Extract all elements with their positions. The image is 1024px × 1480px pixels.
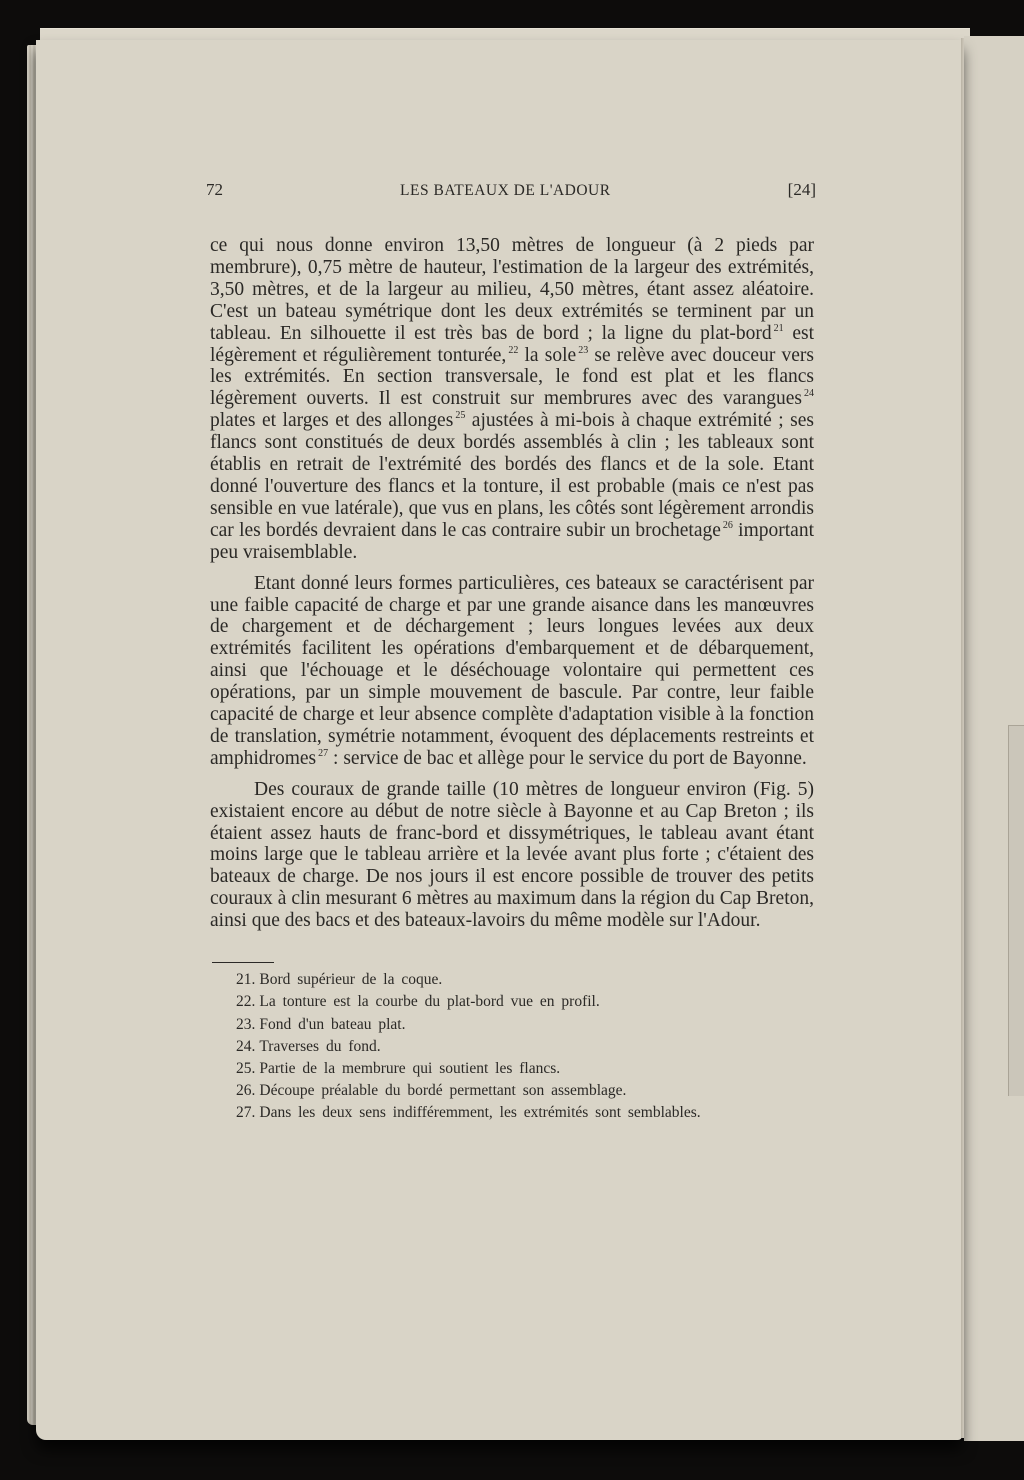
- footnote-reference: 24: [804, 388, 814, 400]
- footnote-number: 27.: [236, 1104, 256, 1122]
- paragraph-text: se relève avec douceur vers les extrémités. En section transversale, le fond est plat et les flancs légèrement ouverts. Il est construit sur membrures avec des varangues: [210, 344, 815, 410]
- footnote-reference: 27: [318, 747, 329, 759]
- footnote-item: [236, 1014, 814, 1036]
- footnote-reference: 22: [508, 344, 519, 356]
- footnote-item: [236, 1102, 814, 1124]
- paragraph: [210, 235, 814, 564]
- paragraph-text: Etant donné leurs formes particulières, ces bateaux se caractérisent par une faible capacité de charge et par une grande aisance dans les manœuvres de chargement et de déchargement ; leurs longues levées aux deux extrémités facilitent les opérations d'embarquement et de débarquement, ainsi que l'échouage et le déséchouage volontaire qui permettent ces opérations, par un simple mouvement de bascule. Par contre, leur faible capacité de charge et leur absence complète d'adaptation visible à la fonction de translation, symétrie notamment, évoquent des déplacements restreints et amphidromes: [210, 572, 814, 769]
- footnote-item: [236, 1036, 814, 1058]
- paragraph-text: Des couraux de grande taille (10 mètres de longueur environ (Fig. 5) existaient encore au début de notre siècle à Bayonne et au Cap Breton ; ils étaient assez hauts de franc-bord et dissymétriques, le tableau avant étant moins large que le tableau arrière et la levée avant plus forte ; c'étaient des bateaux de charge. De nos jours il est encore possible de trouver des petits couraux à clin mesurant 6 mètres au maximum dans la région du Cap Breton, ainsi que des bacs et des bateaux-lavoirs du même modèle sur l'Adour.: [210, 778, 814, 932]
- footnote-text: Partie de la membrure qui soutient les flancs.: [259, 1059, 561, 1077]
- footnote-reference: 25: [455, 410, 466, 422]
- paragraph: [210, 779, 814, 932]
- footnote-number: 25.: [236, 1059, 256, 1077]
- footnote-text: La tonture est la courbe du plat-bord vue en profil.: [259, 993, 600, 1011]
- paragraph-text: est légèrement et régulièrement tonturée,: [210, 322, 814, 366]
- body-text: [210, 235, 814, 932]
- footnote-separator: [212, 962, 274, 963]
- footnote-reference: 23: [578, 344, 589, 356]
- footnote-text: Fond d'un bateau plat.: [259, 1015, 406, 1033]
- gutter-fold: [961, 38, 964, 1438]
- footnote-number: 22.: [236, 993, 256, 1011]
- paragraph-text: : service de bac et allège pour le service du port de Bayonne.: [328, 747, 807, 769]
- footnote-item: [236, 1058, 814, 1080]
- footnote-reference: 21: [773, 322, 784, 334]
- footnote-item: [236, 969, 814, 991]
- paragraph-text: ce qui nous donne environ 13,50 mètres de longueur (à 2 pieds par membrure), 0,75 mètre de hauteur, l'estimation de la largeur des extrémités, 3,50 mètres, et de la largeur au milieu, 4,50 mètres, étant assez aléatoire. C'est un bateau symétrique dont les deux extrémités se terminent par un tableau. En silhouette il est très bas de bord ; la ligne du plat-bord: [210, 235, 814, 344]
- footnote-text: Découpe préalable du bordé permettant son assemblage.: [259, 1082, 627, 1100]
- paragraph-text: important peu vraisemblable.: [210, 519, 814, 563]
- footnote-number: 21.: [236, 971, 256, 989]
- footnote-reference: 26: [722, 519, 733, 531]
- running-head: [206, 180, 816, 201]
- footnote-number: 24.: [236, 1037, 256, 1055]
- facing-page-plate: [1008, 725, 1024, 1096]
- footnotes: [236, 969, 814, 1124]
- section-number: [24]: [787, 180, 816, 199]
- footnote-number: 26.: [236, 1082, 256, 1100]
- paragraph-text: ajustées à mi-bois à chaque extrémité ; ses flancs sont constitués de deux bordés assemblés à clin ; les tableaux sont établis en retrait de l'extrémité des bordés des flancs et de la sole. Etant donné l'ouverture des flancs et la tonture, il est probable (mais ce n'est pas sensible en vue latérale), que vus en plans, les côtés sont légèrement arrondis car les bordés devraient dans le cas contraire subir un brochetage: [210, 410, 815, 541]
- footnote-text: Traverses du fond.: [259, 1037, 381, 1055]
- footnote-item: [236, 1080, 814, 1102]
- paragraph-text: plates et larges et des allonges: [210, 410, 454, 432]
- footnote-item: [236, 991, 814, 1013]
- footnote-text: Bord supérieur de la coque.: [259, 971, 443, 989]
- footnote-number: 23.: [236, 1015, 256, 1033]
- page-content: [206, 180, 816, 1125]
- running-title: LES BATEAUX DE L'ADOUR: [400, 182, 611, 199]
- paragraph: [210, 573, 814, 770]
- paragraph-text: la sole: [518, 344, 577, 366]
- page-number: 72: [206, 180, 223, 199]
- footnote-text: Dans les deux sens indifféremment, les extrémités sont semblables.: [259, 1104, 701, 1122]
